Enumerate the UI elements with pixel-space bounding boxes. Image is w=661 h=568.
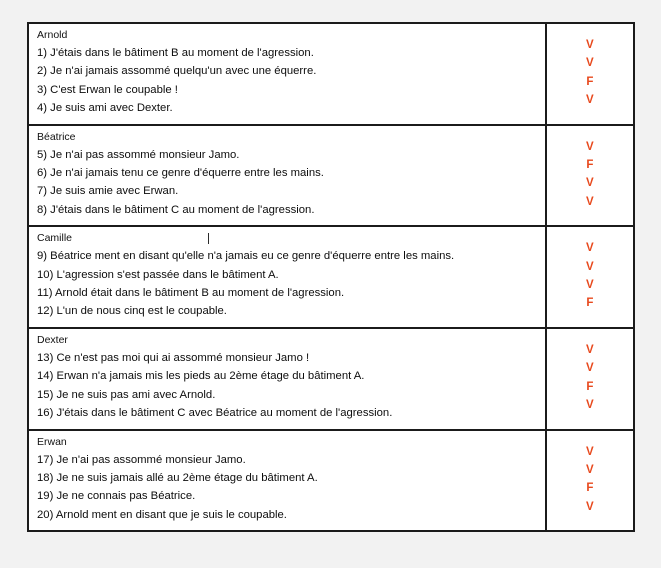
verdict-value: F bbox=[586, 297, 594, 310]
suspect-name: Dexter bbox=[37, 333, 68, 346]
verdict-value: V bbox=[586, 195, 594, 208]
verdict-value: F bbox=[586, 380, 594, 393]
verdict-value: F bbox=[586, 482, 594, 495]
verdict-value: V bbox=[586, 39, 594, 51]
statement-line: 10) L'agression s'est passée dans le bâtiment A. bbox=[37, 268, 279, 281]
verdict-value: V bbox=[586, 242, 594, 255]
verdict-value: V bbox=[586, 500, 594, 513]
table-row bbox=[29, 329, 633, 431]
verdict-value: V bbox=[586, 177, 594, 190]
verdict-value: F bbox=[586, 159, 594, 172]
statement-line: 18) Je ne suis jamais allé au 2ème étage du bâtiment A. bbox=[37, 471, 318, 484]
verdict-value: V bbox=[586, 343, 594, 356]
verdict-value: V bbox=[586, 399, 594, 412]
statement-line: 5) Je n'ai pas assommé monsieur Jamo. bbox=[37, 148, 240, 161]
statement-line: 1) J'étais dans le bâtiment B au moment de l'agression. bbox=[37, 47, 314, 59]
statement-line: 7) Je suis amie avec Erwan. bbox=[37, 185, 179, 198]
verdicts-cell bbox=[545, 329, 633, 429]
verdict-value: V bbox=[586, 260, 594, 273]
statements-cell bbox=[29, 24, 545, 124]
statements-cell bbox=[29, 431, 545, 531]
statements-table bbox=[27, 22, 635, 532]
table-row bbox=[29, 431, 633, 531]
statement-line: 17) Je n'ai pas assommé monsieur Jamo. bbox=[37, 453, 246, 466]
verdict-value: F bbox=[586, 75, 594, 88]
verdicts-cell bbox=[545, 227, 633, 327]
verdicts-cell bbox=[545, 126, 633, 226]
statement-line: 20) Arnold ment en disant que je suis le coupable. bbox=[37, 508, 287, 521]
verdict-value: V bbox=[586, 445, 594, 458]
statement-line: 3) C'est Erwan le coupable ! bbox=[37, 83, 178, 96]
statement-line: 8) J'étais dans le bâtiment C au moment de l'agression. bbox=[37, 203, 315, 216]
statement-line: 16) J'étais dans le bâtiment C avec Béatrice au moment de l'agression. bbox=[37, 407, 393, 420]
verdict-value: V bbox=[586, 362, 594, 375]
verdict-value: V bbox=[586, 57, 594, 70]
verdict-value: V bbox=[586, 140, 594, 153]
table-row bbox=[29, 227, 633, 329]
verdict-value: V bbox=[586, 279, 594, 292]
statement-line: 14) Erwan n'a jamais mis les pieds au 2ème étage du bâtiment A. bbox=[37, 370, 365, 383]
statement-line: 19) Je ne connais pas Béatrice. bbox=[37, 490, 196, 503]
statements-cell bbox=[29, 126, 545, 226]
verdict-value: V bbox=[586, 94, 594, 107]
statement-line: 11) Arnold était dans le bâtiment B au moment de l'agression. bbox=[37, 287, 345, 300]
verdicts-cell bbox=[545, 431, 633, 531]
statement-line: 2) Je n'ai jamais assommé quelqu'un avec une équerre. bbox=[37, 65, 317, 78]
statement-line: 4) Je suis ami avec Dexter. bbox=[37, 102, 173, 115]
suspect-name: Camille bbox=[37, 232, 73, 245]
suspect-name: Béatrice bbox=[37, 130, 76, 143]
statements-cell bbox=[29, 329, 545, 429]
statement-line: 13) Ce n'est pas moi qui ai assommé monsieur Jamo ! bbox=[37, 351, 310, 364]
verdicts-cell bbox=[545, 24, 633, 124]
statement-line: 6) Je n'ai jamais tenu ce genre d'équerre entre les mains. bbox=[37, 167, 324, 180]
verdict-value: V bbox=[586, 463, 594, 476]
statement-line: 15) Je ne suis pas ami avec Arnold. bbox=[37, 388, 216, 401]
suspect-name: Erwan bbox=[37, 435, 67, 448]
table-row bbox=[29, 24, 633, 126]
statement-line: 12) L'un de nous cinq est le coupable. bbox=[37, 305, 227, 318]
table-row bbox=[29, 126, 633, 228]
statements-cell bbox=[29, 227, 545, 327]
statement-line: 9) Béatrice ment en disant qu'elle n'a jamais eu ce genre d'équerre entre les mains. bbox=[37, 250, 455, 263]
text-cursor-icon bbox=[208, 233, 209, 244]
suspect-name: Arnold bbox=[37, 29, 68, 41]
